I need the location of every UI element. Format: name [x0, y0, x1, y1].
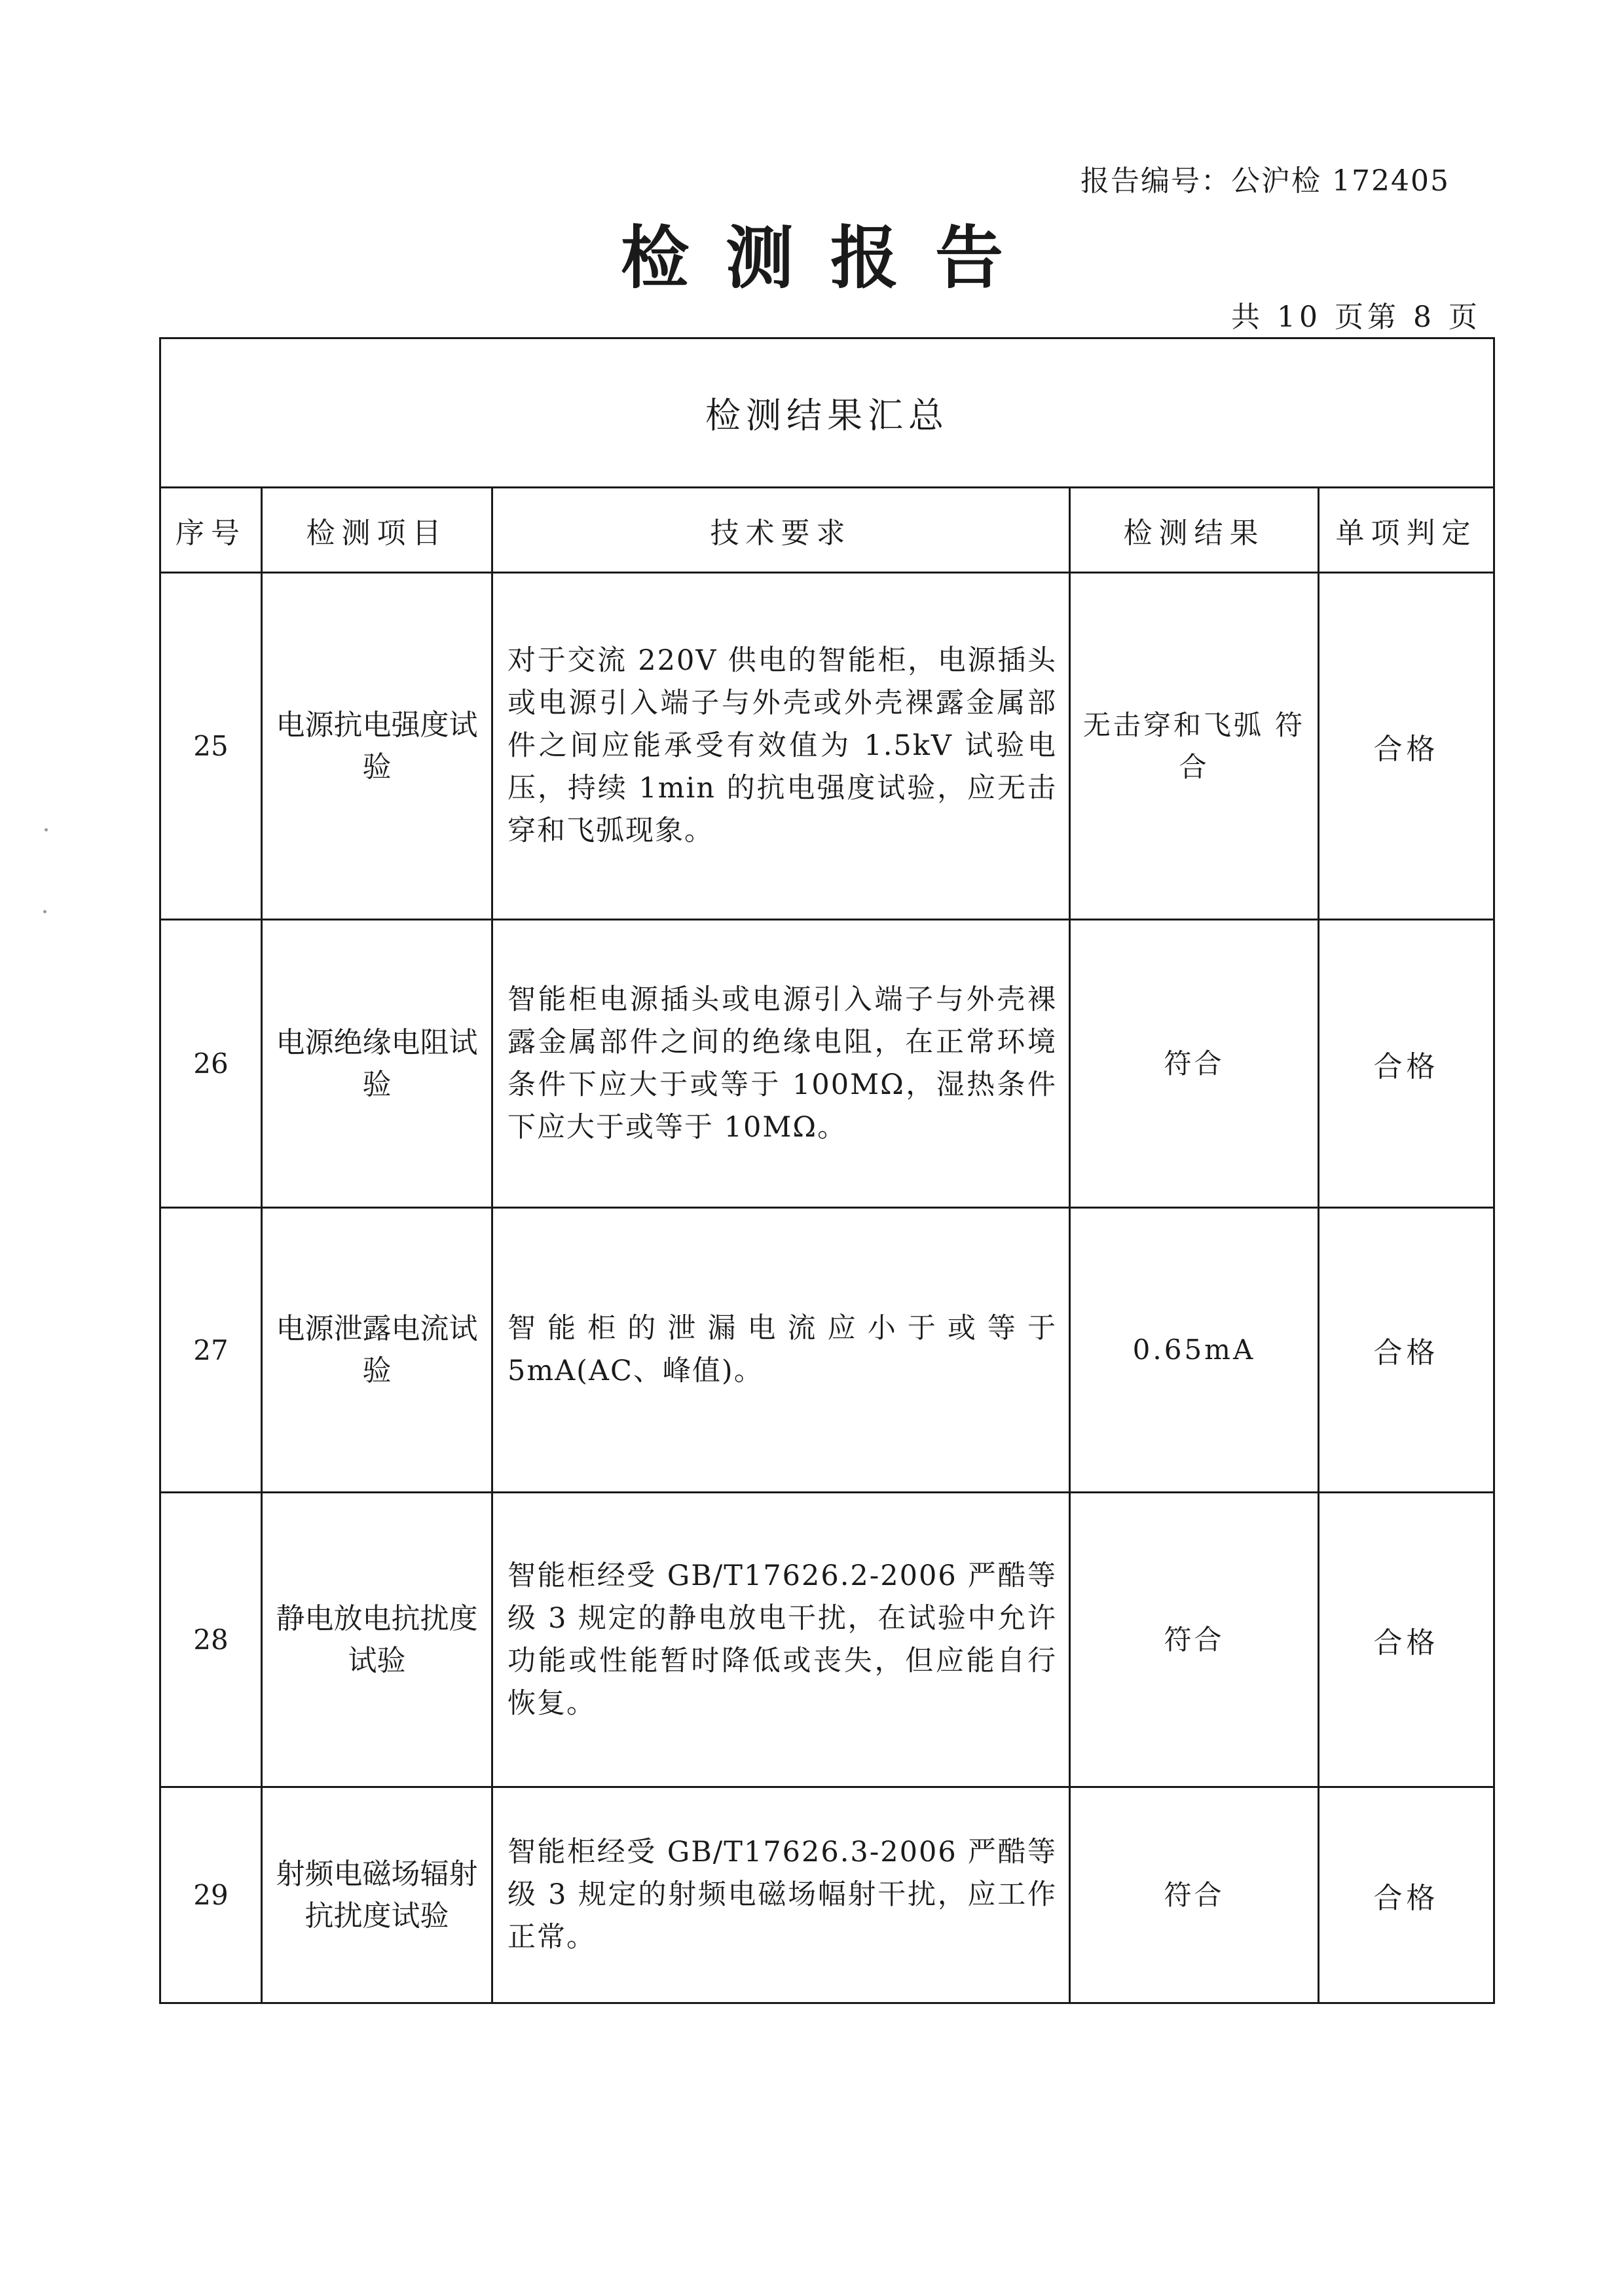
table-row — [160, 1208, 1494, 1493]
table-row — [160, 1787, 1494, 2003]
item-verdict: 合格 — [1319, 1787, 1494, 2003]
caption-row — [160, 338, 1494, 488]
row-number: 27 — [160, 1208, 262, 1493]
technical-requirement: 对于交流 220V 供电的智能柜，电源插头或电源引入端子与外壳或外壳裸露金属部件之间应能承受有效值为 1.5kV 试验电压，持续 1min 的抗电强度试验，应无击穿和飞弧现象。 — [492, 573, 1070, 920]
column-header-requirement: 技术要求 — [492, 488, 1070, 573]
column-header-result: 检测结果 — [1070, 488, 1319, 573]
document-title: 检测报告 — [620, 218, 1040, 298]
header-row — [160, 488, 1494, 573]
item-verdict: 合格 — [1319, 1493, 1494, 1787]
test-item: 电源抗电强度试验 — [262, 573, 492, 920]
test-result: 0.65mA — [1070, 1208, 1319, 1493]
item-verdict: 合格 — [1319, 573, 1494, 920]
row-number: 26 — [160, 920, 262, 1208]
row-number: 25 — [160, 573, 262, 920]
results-summary-table — [159, 337, 1495, 2004]
column-header-item: 检测项目 — [262, 488, 492, 573]
technical-requirement: 智能柜的泄漏电流应小于或等于 5mA(AC、峰值)。 — [492, 1208, 1070, 1493]
technical-requirement: 智能柜电源插头或电源引入端子与外壳裸露金属部件之间的绝缘电阻，在正常环境条件下应大于或等于 100MΩ，湿热条件下应大于或等于 10MΩ。 — [492, 920, 1070, 1208]
column-header-verdict: 单项判定 — [1319, 488, 1494, 573]
technical-requirement: 智能柜经受 GB/T17626.3-2006 严酷等级 3 规定的射频电磁场幅射干扰，应工作正常。 — [492, 1787, 1070, 2003]
test-result: 符合 — [1070, 920, 1319, 1208]
row-number: 28 — [160, 1493, 262, 1787]
technical-requirement: 智能柜经受 GB/T17626.2-2006 严酷等级 3 规定的静电放电干扰，在试验中允许功能或性能暂时降低或丧失，但应能自行恢复。 — [492, 1493, 1070, 1787]
test-item: 电源绝缘电阻试验 — [262, 920, 492, 1208]
page-info: 共 10 页第 8 页 — [1231, 301, 1481, 334]
test-item: 电源泄露电流试验 — [262, 1208, 492, 1493]
item-verdict: 合格 — [1319, 1208, 1494, 1493]
table-caption: 检测结果汇总 — [160, 338, 1494, 488]
item-verdict: 合格 — [1319, 920, 1494, 1208]
test-item: 静电放电抗扰度试验 — [262, 1493, 492, 1787]
table-row — [160, 1493, 1494, 1787]
scan-speck — [43, 910, 46, 913]
test-result: 无击穿和飞弧 符合 — [1070, 573, 1319, 920]
test-item: 射频电磁场辐射抗扰度试验 — [262, 1787, 492, 2003]
scan-speck — [45, 828, 48, 831]
test-result: 符合 — [1070, 1493, 1319, 1787]
report-number: 报告编号：公沪检 172405 — [1080, 164, 1450, 198]
row-number: 29 — [160, 1787, 262, 2003]
table-row — [160, 573, 1494, 920]
test-result: 符合 — [1070, 1787, 1319, 2003]
table-row — [160, 920, 1494, 1208]
column-header-no: 序号 — [160, 488, 262, 573]
